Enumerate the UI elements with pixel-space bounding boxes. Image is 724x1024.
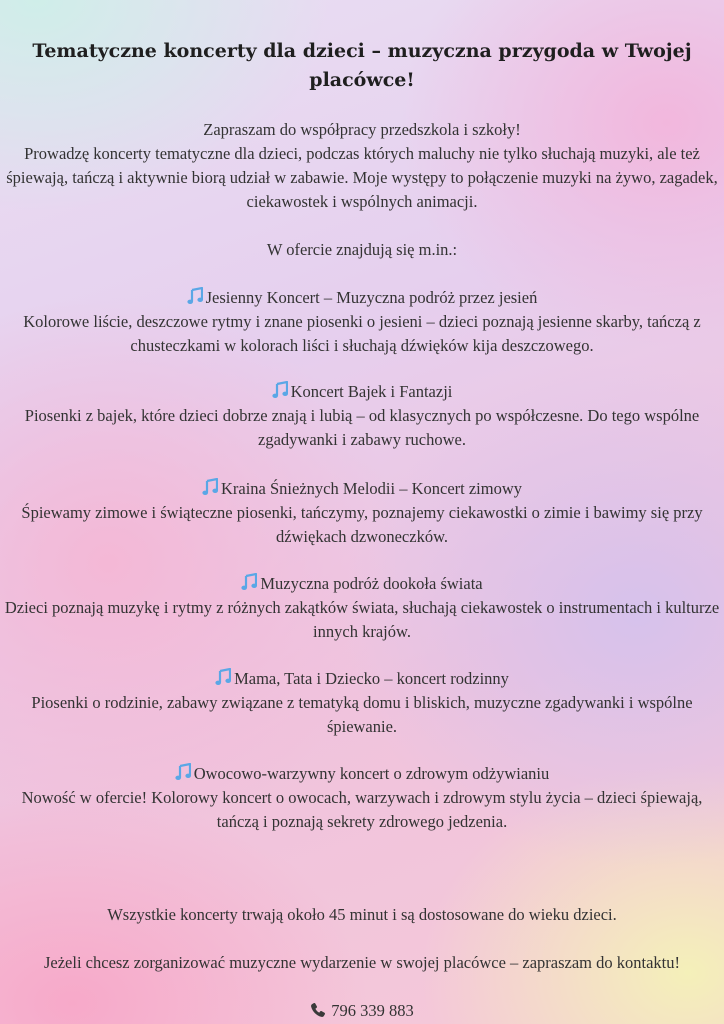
music-note-icon bbox=[187, 287, 203, 305]
phone-line bbox=[0, 999, 724, 1023]
intro-greeting: Zapraszam do współpracy przedszkola i szkoły! bbox=[203, 120, 521, 139]
music-note-icon bbox=[175, 763, 191, 781]
concert-description: Dzieci poznają muzykę i rytmy z różnych zakątków świata, słuchają ciekawostek o instrumentach i kulturze innych krajów. bbox=[4, 598, 720, 641]
concert-title bbox=[0, 762, 724, 786]
concert-title-text: Kraina Śnieżnych Melodii – Koncert zimowy bbox=[220, 479, 523, 498]
concert-title bbox=[0, 286, 724, 310]
concert-description: Kolorowe liście, deszczowe rytmy i znane piosenki o jesieni – dzieci poznają jesienne skarby, tańczą z chusteczkami w kolorach liści i słuchają dźwięków kija deszczowego. bbox=[23, 312, 701, 355]
concert-title-text: Muzyczna podróż dookoła świata bbox=[260, 574, 483, 593]
concert-title-text: Koncert Bajek i Fantazji bbox=[290, 382, 453, 401]
concert-description: Nowość w ofercie! Kolorowy koncert o owocach, warzywach i zdrowym stylu życia – dzieci śpiewają, tańczą i poznają sekrety zdrowego jedzenia. bbox=[21, 788, 703, 831]
concert-item bbox=[0, 286, 724, 358]
concert-title-text: Jesienny Koncert – Muzyczna podróż przez jesień bbox=[205, 288, 538, 307]
contact-invite: Jeżeli chcesz zorganizować muzyczne wydarzenie w swojej placówce – zapraszam do kontaktu! bbox=[43, 953, 681, 972]
concert-title bbox=[0, 477, 724, 501]
concert-title bbox=[0, 572, 724, 596]
phone-icon bbox=[310, 1002, 326, 1018]
contact-section bbox=[0, 951, 724, 975]
concert-title-text: Mama, Tata i Dziecko – koncert rodzinny bbox=[234, 669, 509, 688]
concert-title-text: Owocowo-warzywny koncert o zdrowym odżywianiu bbox=[193, 764, 550, 783]
offer-heading-section bbox=[0, 238, 724, 262]
concert-description: Piosenki o rodzinie, zabawy związane z tematyką domu i bliskich, muzyczne zgadywanki i wspólne śpiewanie. bbox=[31, 693, 693, 736]
concert-description: Śpiewamy zimowe i świąteczne piosenki, tańczymy, poznajemy ciekawostki o zimie i bawimy się przy dźwiękach dzwoneczków. bbox=[21, 503, 703, 546]
offer-heading: W ofercie znajdują się m.in.: bbox=[266, 240, 458, 259]
concert-item bbox=[0, 667, 724, 739]
duration-note: Wszystkie koncerty trwają około 45 minut i są dostosowane do wieku dzieci. bbox=[107, 905, 617, 924]
concert-item bbox=[0, 762, 724, 834]
concert-item bbox=[0, 380, 724, 452]
music-note-icon bbox=[241, 573, 257, 591]
phone-section bbox=[0, 999, 724, 1023]
page-title: Tematyczne koncerty dla dzieci – muzyczna przygoda w Twojej placówce! bbox=[32, 40, 692, 91]
concert-description: Piosenki z bajek, które dzieci dobrze znają i lubią – od klasycznych po współczesne. Do tego wspólne zgadywanki i zabawy ruchowe. bbox=[24, 406, 700, 449]
music-note-icon bbox=[202, 478, 218, 496]
concert-title bbox=[0, 667, 724, 691]
duration-section bbox=[0, 903, 724, 927]
concert-title bbox=[0, 380, 724, 404]
concert-item bbox=[0, 572, 724, 644]
music-note-icon bbox=[272, 381, 288, 399]
phone-number: 796 339 883 bbox=[331, 1001, 414, 1020]
concert-item bbox=[0, 477, 724, 549]
intro-text: Prowadzę koncerty tematyczne dla dzieci, podczas których maluchy nie tylko słuchają muzyki, ale też śpiewają, tańczą i aktywnie biorą udział w zabawie. Moje występy to połączenie muzyki na żywo, zagadek, ciekawostek i wspólnych animacji. bbox=[6, 144, 718, 211]
music-note-icon bbox=[215, 668, 231, 686]
intro-section bbox=[0, 118, 724, 214]
